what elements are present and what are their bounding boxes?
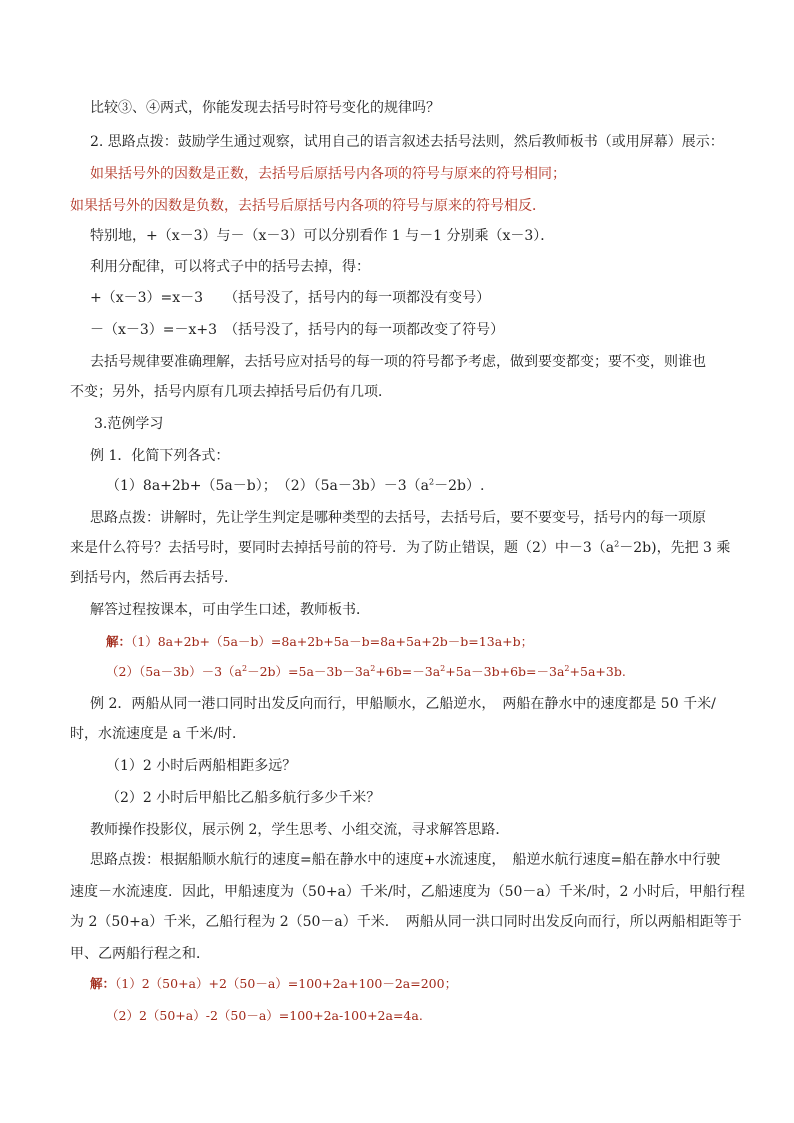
exponent: 2 (614, 539, 620, 549)
solution-label: 解： (106, 634, 132, 649)
solution-part: +5a+3b. (569, 664, 626, 679)
question-line: （2）2 小时后甲船比乙船多航行多少千米？ (106, 790, 381, 806)
example-1-expressions (0, 476, 794, 496)
section-heading: 3.范例学习 (94, 416, 164, 432)
solution-text: （1）8a+2b+（5a－b）=8a+2b+5a－b=8a+5a+2b－b=13a+b； (131, 634, 534, 649)
solution-part: +5a－3b+6b=－3a (445, 664, 565, 679)
expr-part: （1）8a+2b+（5a－b）； （2）（5a－3b）－3（a (106, 478, 429, 494)
solution-2-line-1 (0, 974, 794, 994)
exponent: 2 (564, 663, 570, 673)
text-line: 不变；另外，括号内原有几项去掉括号后仍有几项． (70, 384, 392, 400)
text-line: 甲、乙两船行程之和． (70, 946, 210, 962)
hint-part: －2b)，先把 3 乘 (619, 540, 731, 556)
text-line: 比较③、④两式，你能发现去括号时符号变化的规律吗？ (90, 100, 440, 116)
exponent: 2 (429, 477, 435, 487)
solution-part: （2）（5a－3b）－3（a (106, 664, 242, 679)
text-line: 为 2（50+a）千米，乙船行程为 2（50－a）千米． 两船从同一洪口同时出发反向而行，所以两船相距等于 (70, 914, 742, 930)
text-line: 教师操作投影仪，展示例 2，学生思考、小组交流，寻求解答思路． (90, 822, 510, 838)
text-line: 特别地，+（x－3）与－（x－3）可以分别看作 1 与－1 分别乘（x－3）． (90, 228, 555, 244)
solution-part: +6b=－3a (375, 664, 441, 679)
text-line: 思路点拨：讲解时，先让学生判定是哪种类型的去括号，去括号后，要不要变号，括号内的每一项原 (90, 510, 706, 526)
rule-positive: 如果括号外的因数是正数，去括号后原括号内各项的符号与原来的符号相同； (90, 166, 566, 182)
text-line: 思路点拨：根据船顺水航行的速度=船在静水中的速度+水流速度， 船逆水航行速度=船在静水中行驶 (90, 852, 721, 868)
rule-negative: 如果括号外的因数是负数，去括号后原括号内各项的符号与原来的符号相反． (70, 198, 546, 214)
exponent: 2 (241, 663, 248, 673)
solution-part: －2b）=5a－3b－3a (247, 664, 371, 679)
text-line: 解答过程按课本，可由学生口述，教师板书． (90, 602, 370, 618)
solution-2-line-2: （2）2（50+a）-2（50－a）=100+2a-100+2a=4a. (106, 1008, 423, 1023)
example-title: 例 2．两船从同一港口同时出发反向而行，甲船顺水，乙船逆水， 两船在静水中的速度都是 50 千米/ (90, 696, 716, 712)
text-line: 去括号规律要准确理解，去括号应对括号的每一项的符号都予考虑，做到要变都变；要不变，则谁也 (90, 354, 706, 370)
solution-text: （1）2（50+a）+2（50－a）=100+2a+100－2a=200； (115, 976, 458, 991)
solution-1-line-1 (0, 632, 794, 652)
hint-part: 来是什么符号？去括号时，要同时去掉括号前的符号．为了防止错误，题（2）中－3（a (70, 540, 615, 556)
text-line: 时，水流速度是 a 千米/时． (70, 726, 246, 742)
formula-line: +（x－3）=x－3 （括号没了，括号内的每一项都没有变号） (90, 290, 491, 306)
exponent: 2 (440, 663, 446, 673)
solution-1-line-2 (0, 662, 794, 682)
example-title: 例 1．化简下列各式： (90, 448, 230, 464)
expr-part: －2b）. (434, 478, 485, 494)
text-line: 到括号内，然后再去括号． (70, 570, 238, 586)
text-line: 利用分配律，可以将式子中的括号去掉，得： (90, 259, 370, 275)
text-line: 速度－水流速度．因此，甲船速度为（50+a）千米/时，乙船速度为（50－a）千米/时，2 小时后，甲船行程 (70, 884, 745, 900)
solution-label: 解： (90, 976, 116, 991)
hint-line (0, 538, 794, 558)
text-line: 2. 思路点拨：鼓励学生通过观察，试用自己的语言叙述去括号法则，然后教师板书（或用屏幕）展示： (90, 134, 724, 150)
exponent: 2 (370, 663, 376, 673)
question-line: （1）2 小时后两船相距多远？ (106, 758, 297, 774)
formula-line: －（x－3）=－x+3 （括号没了，括号内的每一项都改变了符号） (90, 322, 505, 338)
